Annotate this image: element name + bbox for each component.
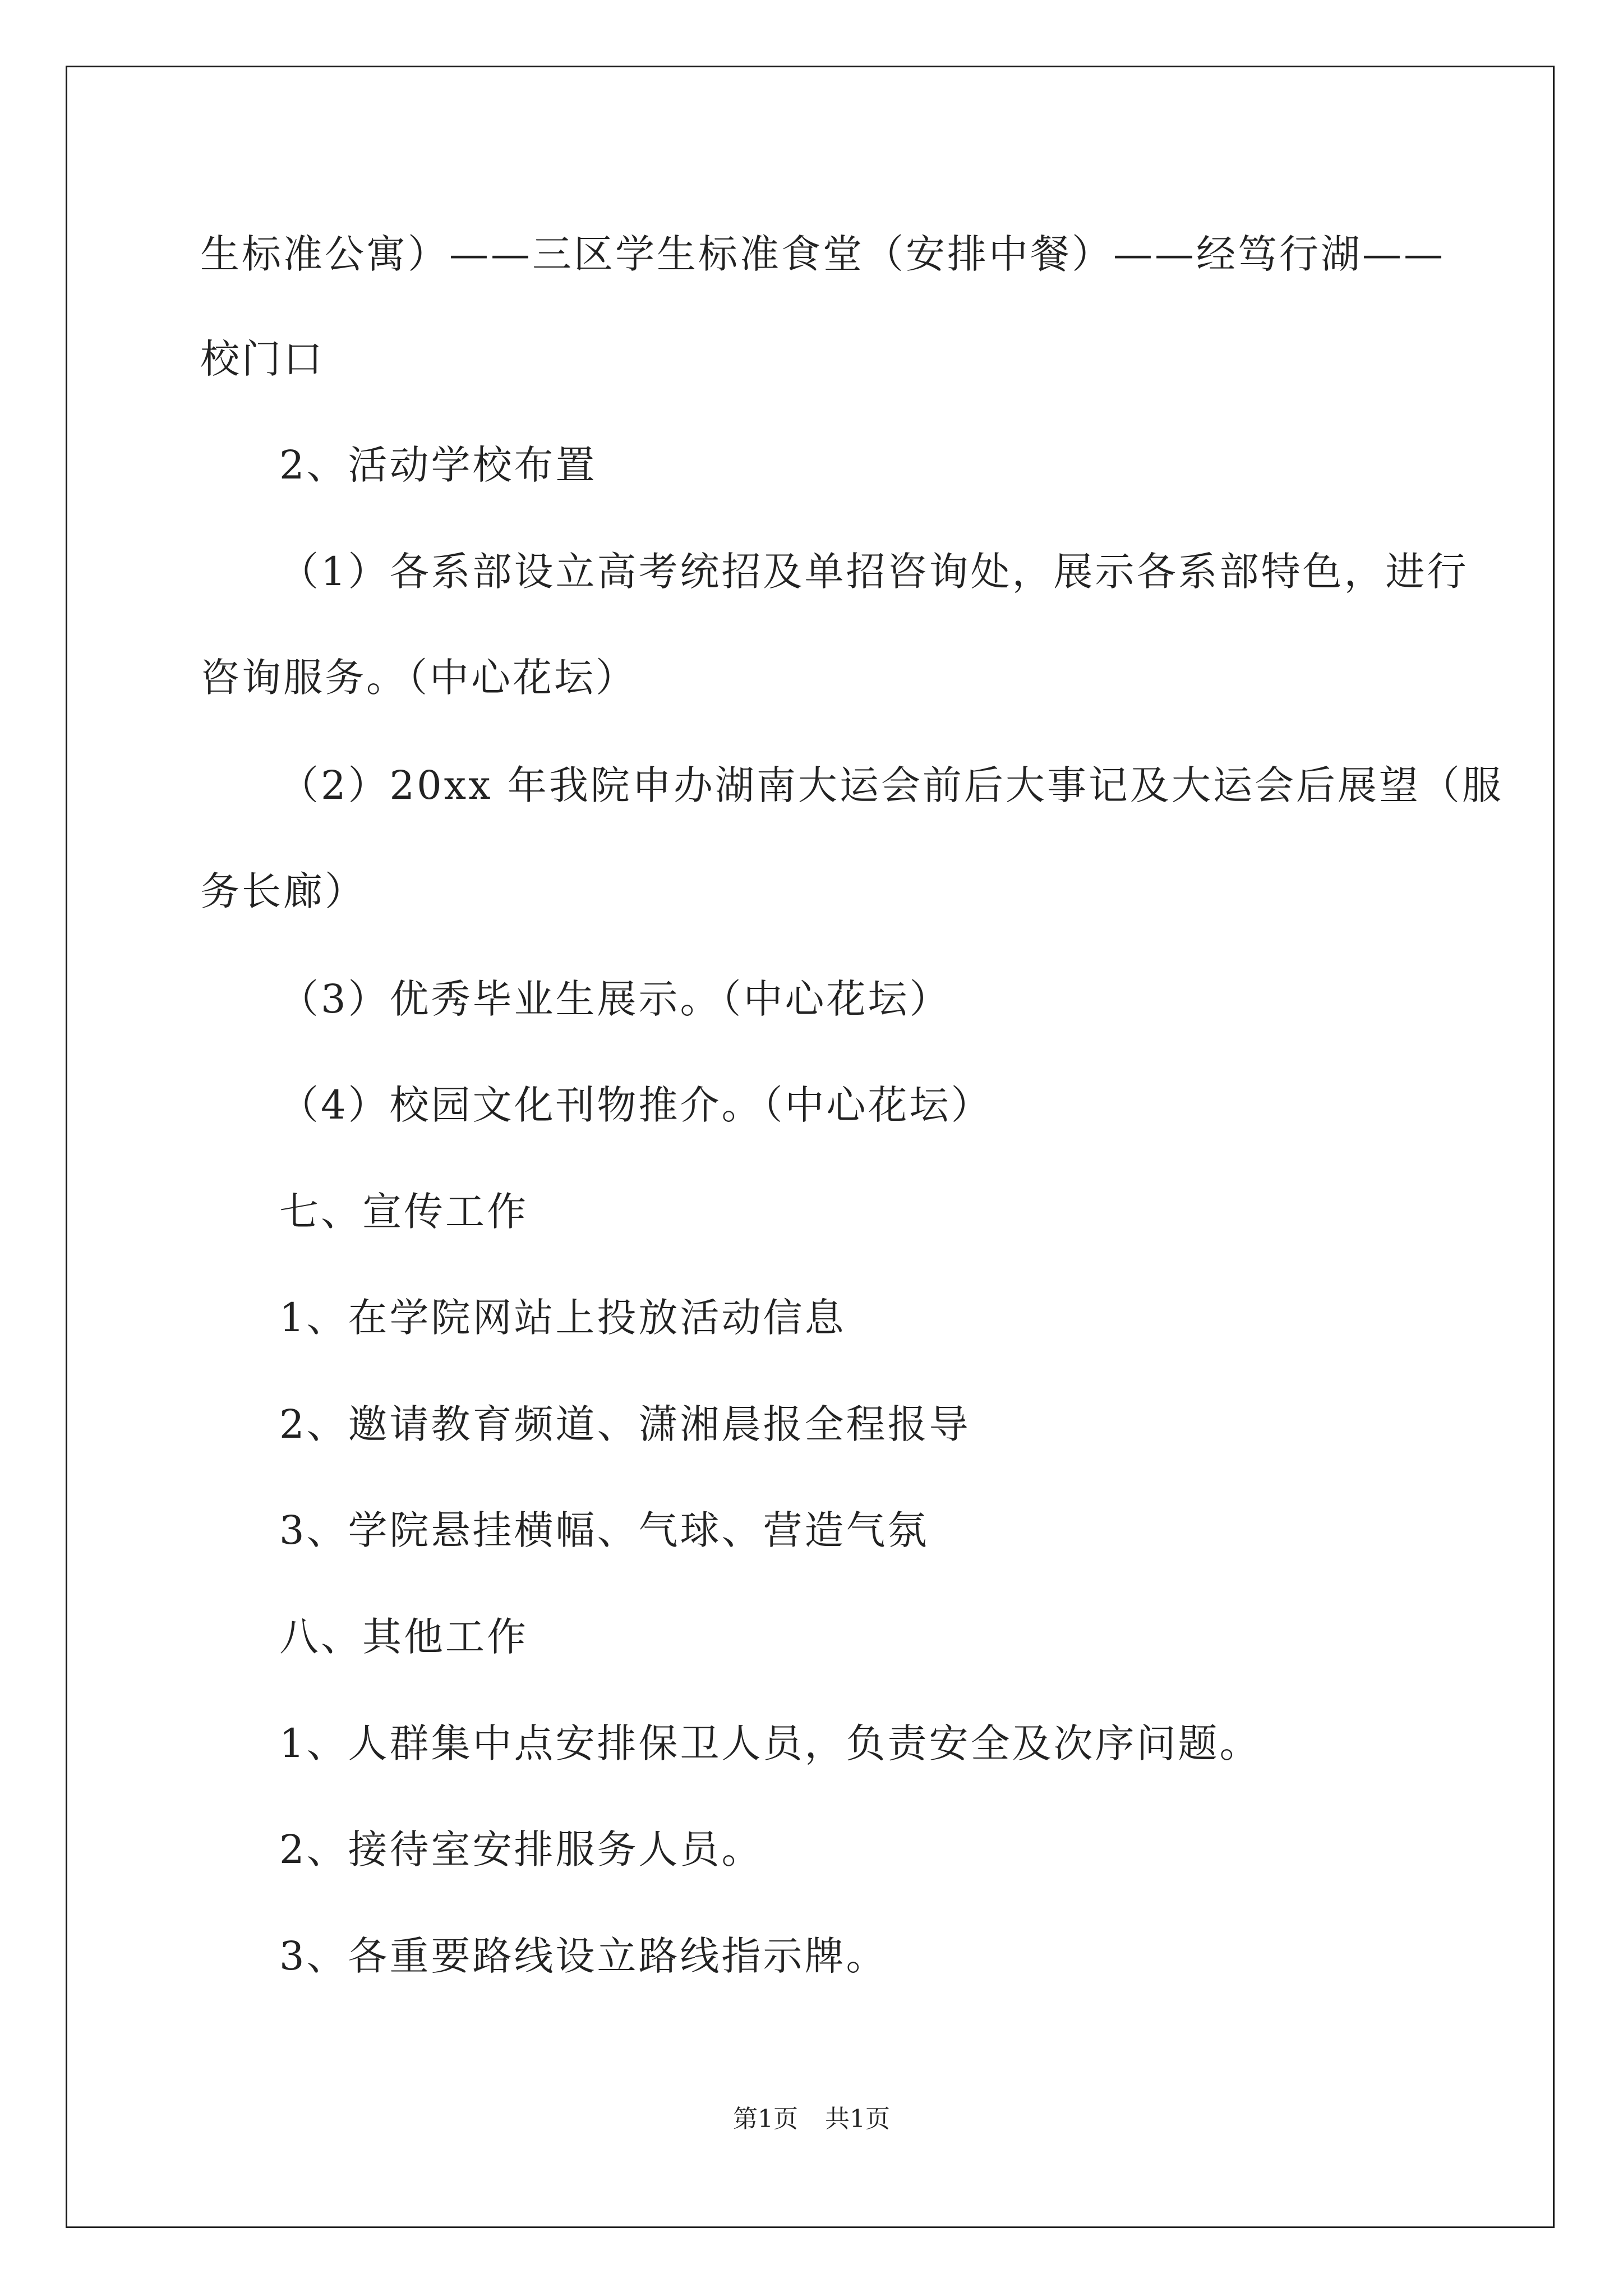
paragraph-line: （3）优秀毕业生展示。（中心花坛）: [279, 976, 951, 1022]
paragraph-line: 3、学院悬挂横幅、气球、营造气氛: [279, 1507, 929, 1553]
paragraph-line: 1、在学院网站上投放活动信息: [279, 1295, 846, 1341]
paragraph-line: 3、各重要路线设立路线指示牌。: [279, 1933, 888, 1979]
paragraph-line: （1）各系部设立高考统招及单招咨询处，展示各系部特色，进行: [279, 549, 1469, 595]
section-heading: 八、其他工作: [279, 1614, 528, 1660]
paragraph-line: （4）校园文化刊物推介。（中心花坛）: [279, 1082, 993, 1128]
page-number-total: 共1页: [825, 2105, 890, 2133]
section-heading: 2、活动学校布置: [279, 442, 597, 488]
paragraph-line: 2、邀请教育频道、潇湘晨报全程报导: [279, 1401, 971, 1447]
page-footer: [0, 2104, 1623, 2135]
paragraph-line: 咨询服务。（中心花坛）: [200, 655, 637, 701]
paragraph-line: 1、人群集中点安排保卫人员，负责安全及次序问题。: [279, 1720, 1261, 1766]
page-number-current: 第1页: [733, 2105, 798, 2133]
paragraph-line: 生标准公寓）——三区学生标准食堂（安排中餐）——经笃行湖——: [200, 231, 1445, 277]
paragraph-line: 2、接待室安排服务人员。: [279, 1826, 763, 1872]
paragraph-line: 校门口: [200, 336, 325, 382]
paragraph-line: （2）20xx 年我院申办湖南大运会前后大事记及大运会后展望（服: [279, 762, 1504, 808]
page-frame: [66, 66, 1555, 2228]
section-heading: 七、宣传工作: [279, 1189, 528, 1235]
paragraph-line: 务长廊）: [200, 868, 366, 914]
